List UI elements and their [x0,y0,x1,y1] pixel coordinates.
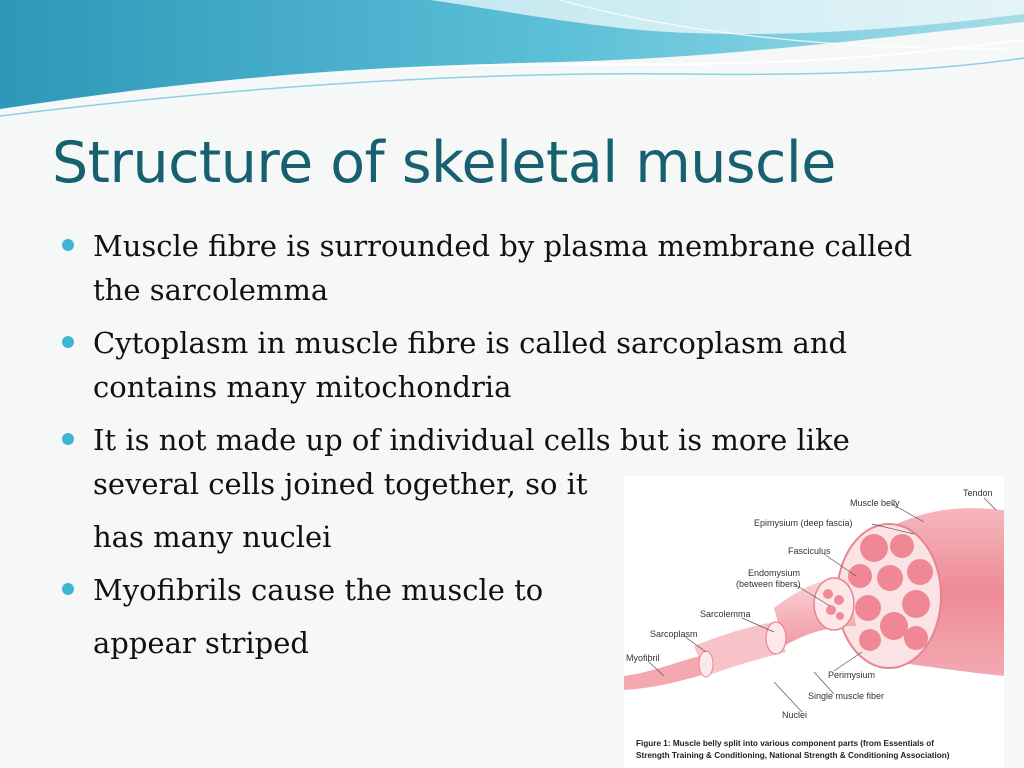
label-perimysium: Perimysium [828,670,876,680]
slide-title: Structure of skeletal muscle [52,130,836,196]
bullet-item [62,321,932,409]
bullet-continuation-text: has many nuclei [93,520,332,554]
bullet-dot-icon [62,336,74,348]
bullet-dot-icon [62,239,74,251]
bullet-text: Cytoplasm in muscle fibre is called sarcoplasm and contains many mitochondria [93,326,848,404]
label-sarcoplasm: Sarcoplasm [650,629,698,639]
label-tendon: Tendon [963,488,993,498]
label-nuclei: Nuclei [782,710,808,720]
label-sarcolemma: Sarcolemma [700,609,751,619]
bullet-text: Muscle fibre is surrounded by plasma membrane called the sarcolemma [93,229,913,307]
label-muscle-belly: Muscle belly [850,498,900,508]
header-wave-decoration [0,0,1024,120]
label-fasciculus: Fasciculus [788,546,831,556]
bullet-text: It is not made up of individual cells but is more like several cells joined together, so it [93,423,850,501]
label-endomysium: Endomysium [748,568,801,578]
caption-line: Strength Training & Conditioning, National Strength & Conditioning Association) [636,751,950,760]
caption-line: Figure 1: Muscle belly split into various component parts (from Essentials of [636,739,934,748]
label-myofibril: Myofibril [626,653,660,663]
figure-caption [636,738,1000,762]
bullet-dot-icon [62,433,74,445]
label-single-muscle-fiber: Single muscle fiber [808,691,885,701]
bullet-item [62,224,932,312]
bullet-continuation-text: appear striped [93,626,309,660]
muscle-diagram [624,476,1004,736]
label-epimysium: Epimysium (deep fascia) [754,518,853,528]
bullet-item [62,418,850,506]
bullet-dot-icon [62,583,74,595]
bullet-text: Myofibrils cause the muscle to [93,573,544,607]
label-endomysium-note: (between fibers) [736,579,801,589]
muscle-structure-figure [624,476,1004,768]
